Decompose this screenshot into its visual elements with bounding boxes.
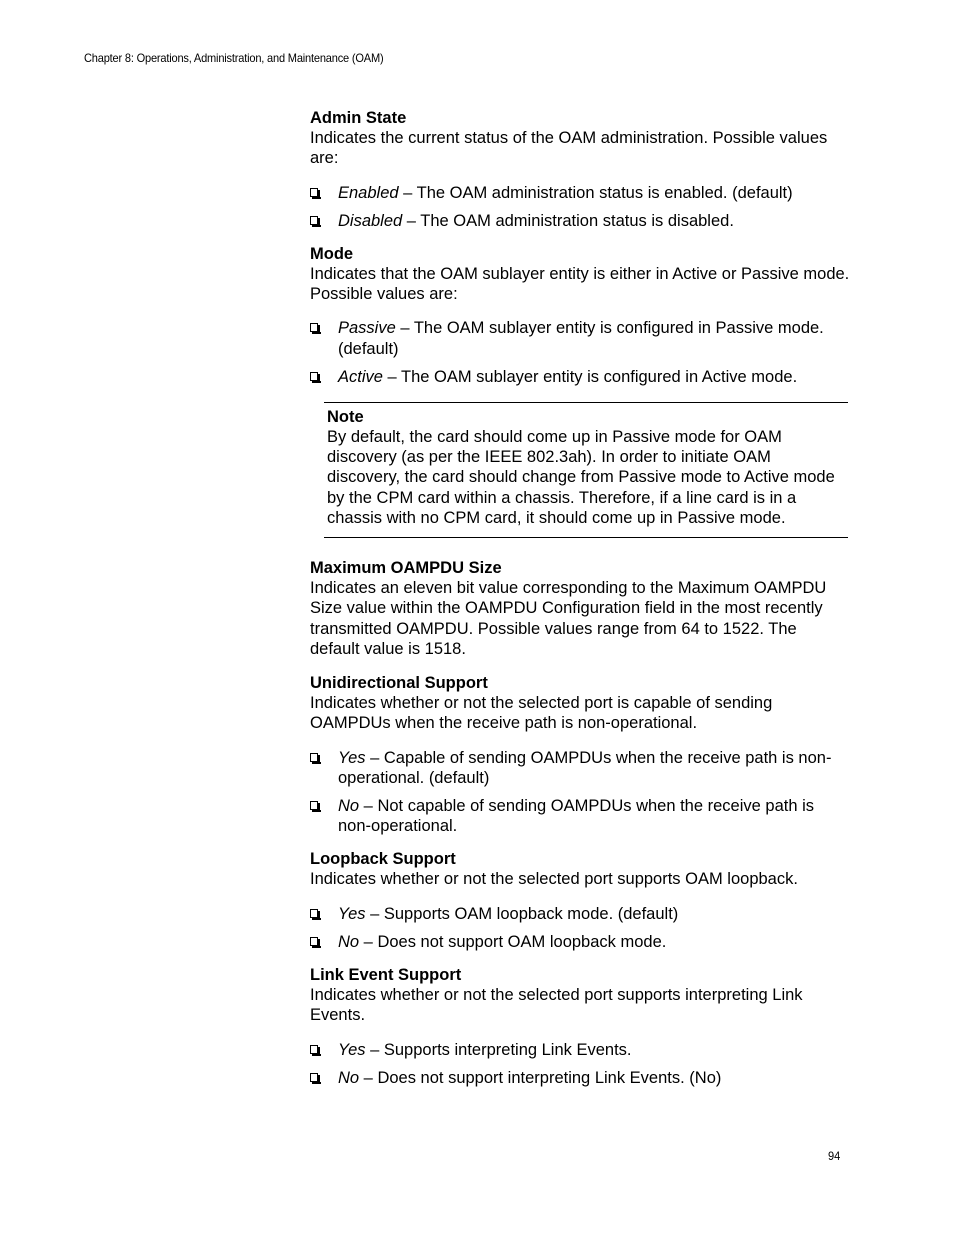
list-item [310, 796, 850, 836]
checkbox-bullet-icon [310, 909, 318, 918]
item-term: Enabled [338, 183, 399, 202]
list-item [310, 904, 850, 924]
item-text: – Supports interpreting Link Events. [365, 1040, 632, 1059]
list-item [310, 367, 850, 387]
list-item [310, 748, 850, 788]
list-item [310, 932, 850, 952]
item-text: – The OAM administration status is enabled. (default) [398, 183, 793, 202]
item-term: No [338, 796, 360, 815]
value-list [310, 904, 850, 952]
item-text: – Supports OAM loopback mode. (default) [365, 904, 679, 923]
value-list [310, 183, 850, 231]
section-admin-state [310, 108, 850, 231]
section-title: Unidirectional Support [310, 674, 488, 693]
item-term: Passive [338, 319, 396, 338]
checkbox-bullet-icon [310, 1073, 318, 1082]
section-description: Indicates whether or not the selected port is capable of sending OAMPDUs when the receive path is non-operational. [310, 694, 773, 733]
section-loopback-support [310, 849, 850, 952]
section-title: Admin State [310, 109, 407, 127]
item-text: – The OAM sublayer entity is configured in Active mode. [382, 367, 798, 386]
section-description: Indicates whether or not the selected port supports interpreting Link Events. [310, 986, 803, 1025]
section-title: Link Event Support [310, 965, 462, 984]
item-term: Yes [338, 748, 366, 767]
note-box [324, 402, 848, 538]
note-body: By default, the card should come up in Passive mode for OAM discovery (as per the IEEE 802.3ah). In order to initiate OAM discovery, the card should change from Passive mode to Active mode by the CPM card within a chassis. Therefore, if a line card is in a chassis with no CPM card, it should come up in Passive mode. [327, 428, 835, 527]
running-header: Chapter 8: Operations, Administration, and Maintenance (OAM) [84, 51, 384, 65]
checkbox-bullet-icon [310, 372, 318, 381]
section-link-event-support [310, 965, 850, 1088]
value-list [310, 1040, 850, 1088]
list-item [310, 1068, 850, 1088]
section-max-oampdu-size [310, 558, 850, 659]
item-term: Active [338, 367, 383, 386]
item-text: – Does not support OAM loopback mode. [359, 932, 667, 951]
item-term: No [338, 932, 360, 951]
page-number: 94 [828, 1149, 841, 1163]
item-term: Yes [338, 904, 366, 923]
list-item [310, 211, 850, 231]
item-text: – The OAM administration status is disabled. [402, 211, 734, 230]
checkbox-bullet-icon [310, 937, 318, 946]
item-text: – The OAM sublayer entity is configured in Passive mode. (default) [338, 319, 824, 358]
checkbox-bullet-icon [310, 753, 318, 762]
section-title: Mode [310, 244, 354, 263]
section-description: Indicates that the OAM sublayer entity is either in Active or Passive mode. Possible values are: [310, 265, 850, 304]
checkbox-bullet-icon [310, 1045, 318, 1054]
note-title: Note [327, 407, 364, 426]
value-list [310, 318, 850, 386]
list-item [310, 318, 850, 358]
value-list [310, 748, 850, 837]
checkbox-bullet-icon [310, 188, 318, 197]
checkbox-bullet-icon [310, 323, 318, 332]
item-term: Yes [338, 1040, 366, 1059]
section-description: Indicates whether or not the selected port supports OAM loopback. [310, 870, 798, 889]
section-description: Indicates an eleven bit value corresponding to the Maximum OAMPDU Size value within the OAMPDU Configuration field in the most recently transmitted OAMPDU. Possible values range from 64 to 1522. The default value is 1518. [310, 579, 827, 658]
section-title: Loopback Support [310, 850, 456, 869]
checkbox-bullet-icon [310, 216, 318, 225]
item-text: – Does not support interpreting Link Events. (No) [359, 1068, 722, 1087]
page-content [310, 108, 850, 1088]
checkbox-bullet-icon [310, 801, 318, 810]
section-title: Maximum OAMPDU Size [310, 559, 502, 578]
item-text: – Not capable of sending OAMPDUs when the receive path is non-operational. [338, 796, 815, 836]
section-unidirectional-support [310, 673, 850, 836]
section-mode [310, 244, 850, 387]
section-description: Indicates the current status of the OAM administration. Possible values are: [310, 129, 828, 168]
item-term: Disabled [338, 211, 403, 230]
list-item [310, 183, 850, 203]
list-item [310, 1040, 850, 1060]
item-term: No [338, 1068, 360, 1087]
item-text: – Capable of sending OAMPDUs when the receive path is non-operational. (default) [338, 748, 832, 787]
